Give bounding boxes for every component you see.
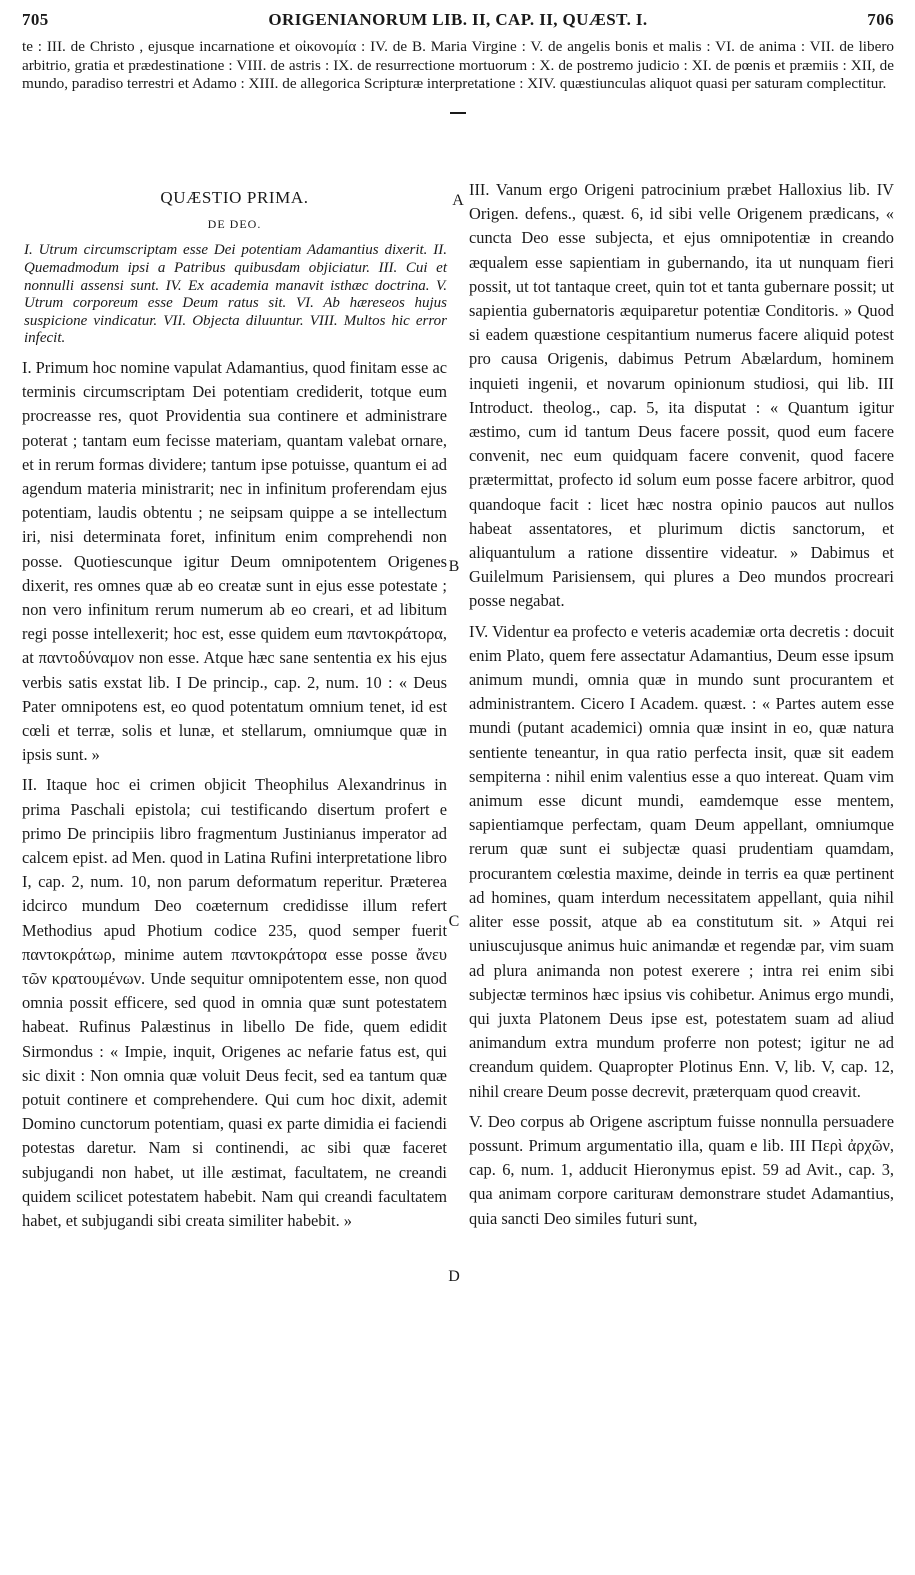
paragraph-2: II. Itaque hoc ei crimen objicit Theophilus Alexandrinus in prima Paschali epistola; cui testificando disertum profert e primo De principiis libro fragmentum Justinianus imperator ad calcem epist. ad Men. quod in Latina Rufini interpretatione libro I, cap. 2, num. 10, non parum deformatum reperitur. Præterea idcirco mundum Deo coæternum credidisse illum refert Methodius apud Photium codice 235, quod semper fuerit παντοκράτωρ, minime autem παντοκράτορα esse posse ἄνευ τῶν κρατουμένων. Unde sequitur omnipotentem esse, non quod omnia possit efficere, sed quod in omnia quæ sunt potestatem habeat. Rufinus Palæstinus in libello De fide, quem edidit Sirmondus : « Impie, inquit, Origenes ac nefarie fatus est, qui sic dixit : Non omnia quæ voluit Deus fecit, sed ea tantum quæ potuit continere et comprehendere. Qui cum hoc dixit, ademit Domino cunctorum potentiam, quasi ex parte dimidia ei faciendi potestas daretur. Nam si continendi, ac sibi quæ faceret subjugandi non habet, ut ille æstimat, facultatem, ne creandi quidem scilicet potestatem habebit. Nam qui creandi facultatem habet, et subjugandi sibi creata similiter habebit. » [22, 775, 447, 1231]
running-title: ORIGENIANORUM LIB. II, CAP. II, QUÆST. I. [268, 10, 648, 29]
intro-paragraph: te : III. de Christo , ejusque incarnatione et οἰκονομία : IV. de B. Maria Virgine : V. de angelis bonis et malis : VI. de anima : VII. de libero arbitrio, gratia et prædestinatione : VIII. de astris : IX. de resurrectione mortuorum : X. de postremo judicio : XI. de pœnis et præmiis : XII, de mundo, paradiso terrestri et Adamo : XIII. de allegorica Scripturæ interpretatione : XIV. quæstiunculas aliquot quasi per saturam complectitur. [22, 38, 894, 92]
right-column [469, 178, 894, 1237]
running-header [22, 10, 894, 36]
left-column [22, 178, 447, 1239]
page-number-right: 706 [867, 10, 894, 29]
two-column-body [22, 178, 894, 1558]
paragraph-1: I. Primum hoc nomine vapulat Adamantius, quod finitam esse ac terminis circumscriptam Dei potentiam crediderit, totque eum procreasse res, quot Providentia sua continere et administrare poterat ; tantam eum fecisse materiam, quantam valebat ornare, et in rerum formas dividere; tantum ipse potuisse, quantum ei ad agendum materia ministrarit; nec in infinitum proferendam ejus potentiam, laudis obtentu ; ne seipsam quippe a se intellectum iri, nisi determinata foret, infinitum enim comprehendi non posse. Quotiescunque igitur Deum omnipotentem Origenes dixerit, res omnes quæ ab eo creatæ sunt in ejus esse potestate ; non vero infinitum rerum numerum ab eo creari, et ad libitum regi posse intellexerit; hoc est, esse quidem eum παντοκράτορα, at παντοδύναμον non esse. Atque hæc sane sententia ex his ejus verbis satis exstat lib. I De princip., cap. 2, num. 10 : « Deus Pater omnipotens est, eo quod potentatum omnium tenet, id est cœli et terræ, solis et lunæ, et stellarum, omniumque quæ in ipsis sunt. » [22, 357, 447, 765]
page [22, 10, 894, 114]
paragraph-3: III. Vanum ergo Origeni patrocinium præbet Halloxius lib. IV Origen. defens., quæst. 6, id sibi velle Origenem prædicans, « cuncta Deo esse subjecta, et ejus omnipotentiæ in creando æqualem esse sapientiam in gubernando, ita ut nunquam fieri possit, ut tot tantaque creet, quin tot et tanta gubernare possit; ut sapientia gubernatoris æquiparetur potentiæ Conditoris. » Quod si eadem quæstione cespitantium numerus facere aliquid potest pro causa Origenis, dabimus Petrum Abælardum, hominem inquieti ingenii, et novarum opinionum studiosi, qui lib. III Introduct. theolog., cap. 5, ita disputat : « Quantum igitur æstimo, cum id tantum Deus facere possit, quod eum facere convenit, nec eum quidquam facere convenit, quod facere prætermittat, profecto id solum eum posse facere arbitror, quod quandoque facit : licet hæc nostra opinio paucos aut nullos habeat assentatores, et plurimum dictis sanctorum, et aliquantulum a ratione dissentire videatur. » Dabimus et Guilelmum Parisiensem, qui plures a Deo mundos procreari posse negabat. [469, 180, 894, 611]
margin-marker-d: D [448, 1268, 460, 1285]
section-divider [450, 112, 466, 114]
page-number-left: 705 [22, 10, 49, 29]
paragraph-5: V. Deo corpus ab Origene ascriptum fuisse nonnulla persuadere possunt. Primum argumentatio illa, quam e lib. III Περὶ ἀρχῶν, cap. 6, num. 1, adducit Hieronymus epist. 59 ad Avit., cap. 3, qua animam corpore cariturам demonstrare studet Adamantius, quia sancti Deo similes futuri sunt, [469, 1111, 894, 1228]
margin-marker-b: B [448, 558, 460, 575]
margin-marker-a: A [452, 192, 464, 209]
paragraph-4: IV. Videntur ea profecto e veteris academiæ orta decretis : docuit enim Plato, quem fere assectatur Adamantius, Deum esse ipsum animum mundi, omnia quæ in mundo sunt procurantem et administrantem. Cicero I Academ. quæst. : « Partes autem esse mundi (putant academici) omnia quæ insint in eo, quæ natura sentiente teneantur, in qua ratio perfecta insit, quæ sit eadem sempiterna : nihil enim valentius esse a quo intereat. Quam vim animum esse dicunt mundi, eamdemque esse mentem, sapientiamque perfectam, quam Deum appellant, omniumque rerum quæ sunt ei subjectæ quasi prudentiam quamdam, procurantem cœlestia maxime, deinde in terris ea quæ pertinent ad homines, quam interdum necessitatem appellant, quia nihil aliter esse possit, atque ab ea constitutum sit. » Atqui rei uniuscujusque animus huic animandæ et regendæ par, vim suam ad plura animanda non potest exerere ; intra rei enim sibi subjectæ terminos hæc ipsius vis cohibetur. Animus ergo mundi, qui juxta Platonem Deus ipse est, potestatem suam ad aliud animandum extra mundum proferre non potest; igitur ne ad creandum quidem. Quapropter Plotinus Enn. V, lib. V, cap. 12, nihil creare Deum posse decrevit, præterquam quod creavit. [469, 621, 894, 1101]
question-title: QUÆSTIO PRIMA. [160, 188, 309, 207]
question-summary: I. Utrum circumscriptam esse Dei potentiam Adamantius dixerit. II. Quemadmodum ipsi a Patribus quibusdam objiciatur. III. Cui et nonnulli assensi sunt. IV. Ex academia manavit isthæc doctrina. V. Utrum corporeum esse Deum ratus sit. VI. Ab hæreseos hujus suspicione vindicatur. VII. Objecta diluuntur. VIII. Multos hic error infecit. [24, 242, 447, 347]
margin-marker-c: C [448, 913, 460, 930]
question-subtitle: DE DEO. [207, 217, 262, 232]
